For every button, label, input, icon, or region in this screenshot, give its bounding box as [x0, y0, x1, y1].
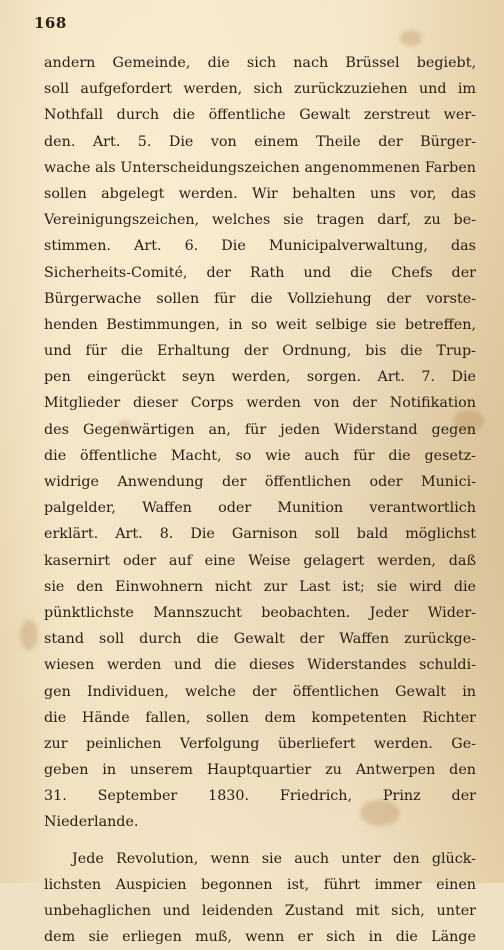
paper-stain [20, 620, 38, 650]
text-line: wiesen werden und die dieses Widerstandes schuldi- [44, 657, 476, 674]
text-line: 31. September 1830. Friedrich, Prinz der [44, 788, 476, 805]
text-line: kasernirt oder auf eine Weise gelagert werden, daß [44, 552, 476, 569]
text-line: Sicherheits-Comité, der Rath und die Chefs der [44, 264, 476, 281]
text-line: soll aufgefordert werden, sich zurückzuziehen und im [44, 81, 476, 98]
text-line: pen eingerückt seyn werden, sorgen. Art. 7. Die [44, 369, 476, 386]
text-line: sollen abgelegt werden. Wir behalten uns vor, das [44, 185, 476, 202]
text-line: des Gegenwärtigen an, für jeden Widerstand gegen [44, 421, 476, 438]
text-line: unbehaglichen und leidenden Zustand mit sich, unter [44, 903, 476, 919]
text-line: die Hände fallen, sollen dem kompetenten Richter [44, 709, 476, 726]
text-line: andern Gemeinde, die sich nach Brüssel begiebt, [44, 55, 476, 71]
text-line: stand soll durch die Gewalt der Waffen zurückge- [44, 631, 476, 648]
text-line: Bürgerwache sollen für die Vollziehung der vorste- [44, 290, 476, 307]
text-line: die öffentliche Macht, so wie auch für die gesetz- [44, 447, 476, 464]
text-line: Nothfall durch die öffentliche Gewalt zerstreut wer- [44, 107, 476, 124]
paragraph [44, 50, 476, 836]
text-line: den. Art. 5. Die von einem Theile der Bürger- [44, 133, 476, 150]
text-line: Jede Revolution, wenn sie auch unter den glück- [72, 850, 476, 867]
text-line: Mitglieder dieser Corps werden von der Notifikation [44, 395, 476, 412]
text-line: sie den Einwohnern nicht zur Last ist; sie wird die [44, 578, 476, 595]
text-line: wache als Unterscheidungszeichen angenommenen Farben [44, 159, 476, 176]
page-number: 168 [34, 14, 67, 32]
text-line: Niederlande. [44, 814, 139, 831]
paragraph-gap [44, 836, 476, 846]
body-text [44, 50, 476, 950]
text-line: stimmen. Art. 6. Die Municipalverwaltung, das [44, 238, 476, 255]
text-line: erklärt. Art. 8. Die Garnison soll bald möglichst [44, 526, 476, 543]
paragraph [44, 846, 476, 950]
text-line: Vereinigungszeichen, welches sie tragen darf, zu be- [44, 212, 476, 229]
text-line: und für die Erhaltung der Ordnung, bis die Trup- [44, 343, 476, 360]
text-line: widrige Anwendung der öffentlichen oder Munici- [44, 474, 476, 490]
text-line: palgelder, Waffen oder Munition verantwortlich [44, 500, 476, 517]
paper-stain [400, 30, 422, 46]
text-line: henden Bestimmungen, in so weit selbige sie betreffen, [44, 316, 476, 333]
text-line: lichsten Auspicien begonnen ist, führt immer einen [44, 876, 476, 893]
text-line: zur peinlichen Verfolgung überliefert werden. Ge- [44, 735, 476, 752]
text-line: geben in unserem Hauptquartier zu Antwerpen den [44, 762, 476, 779]
text-line: dem sie erliegen muß, wenn er sich in die Länge [44, 929, 476, 946]
text-line: pünktlichste Mannszucht beobachten. Jeder Wider- [44, 604, 476, 621]
text-line: gen Individuen, welche der öffentlichen Gewalt in [44, 683, 476, 700]
